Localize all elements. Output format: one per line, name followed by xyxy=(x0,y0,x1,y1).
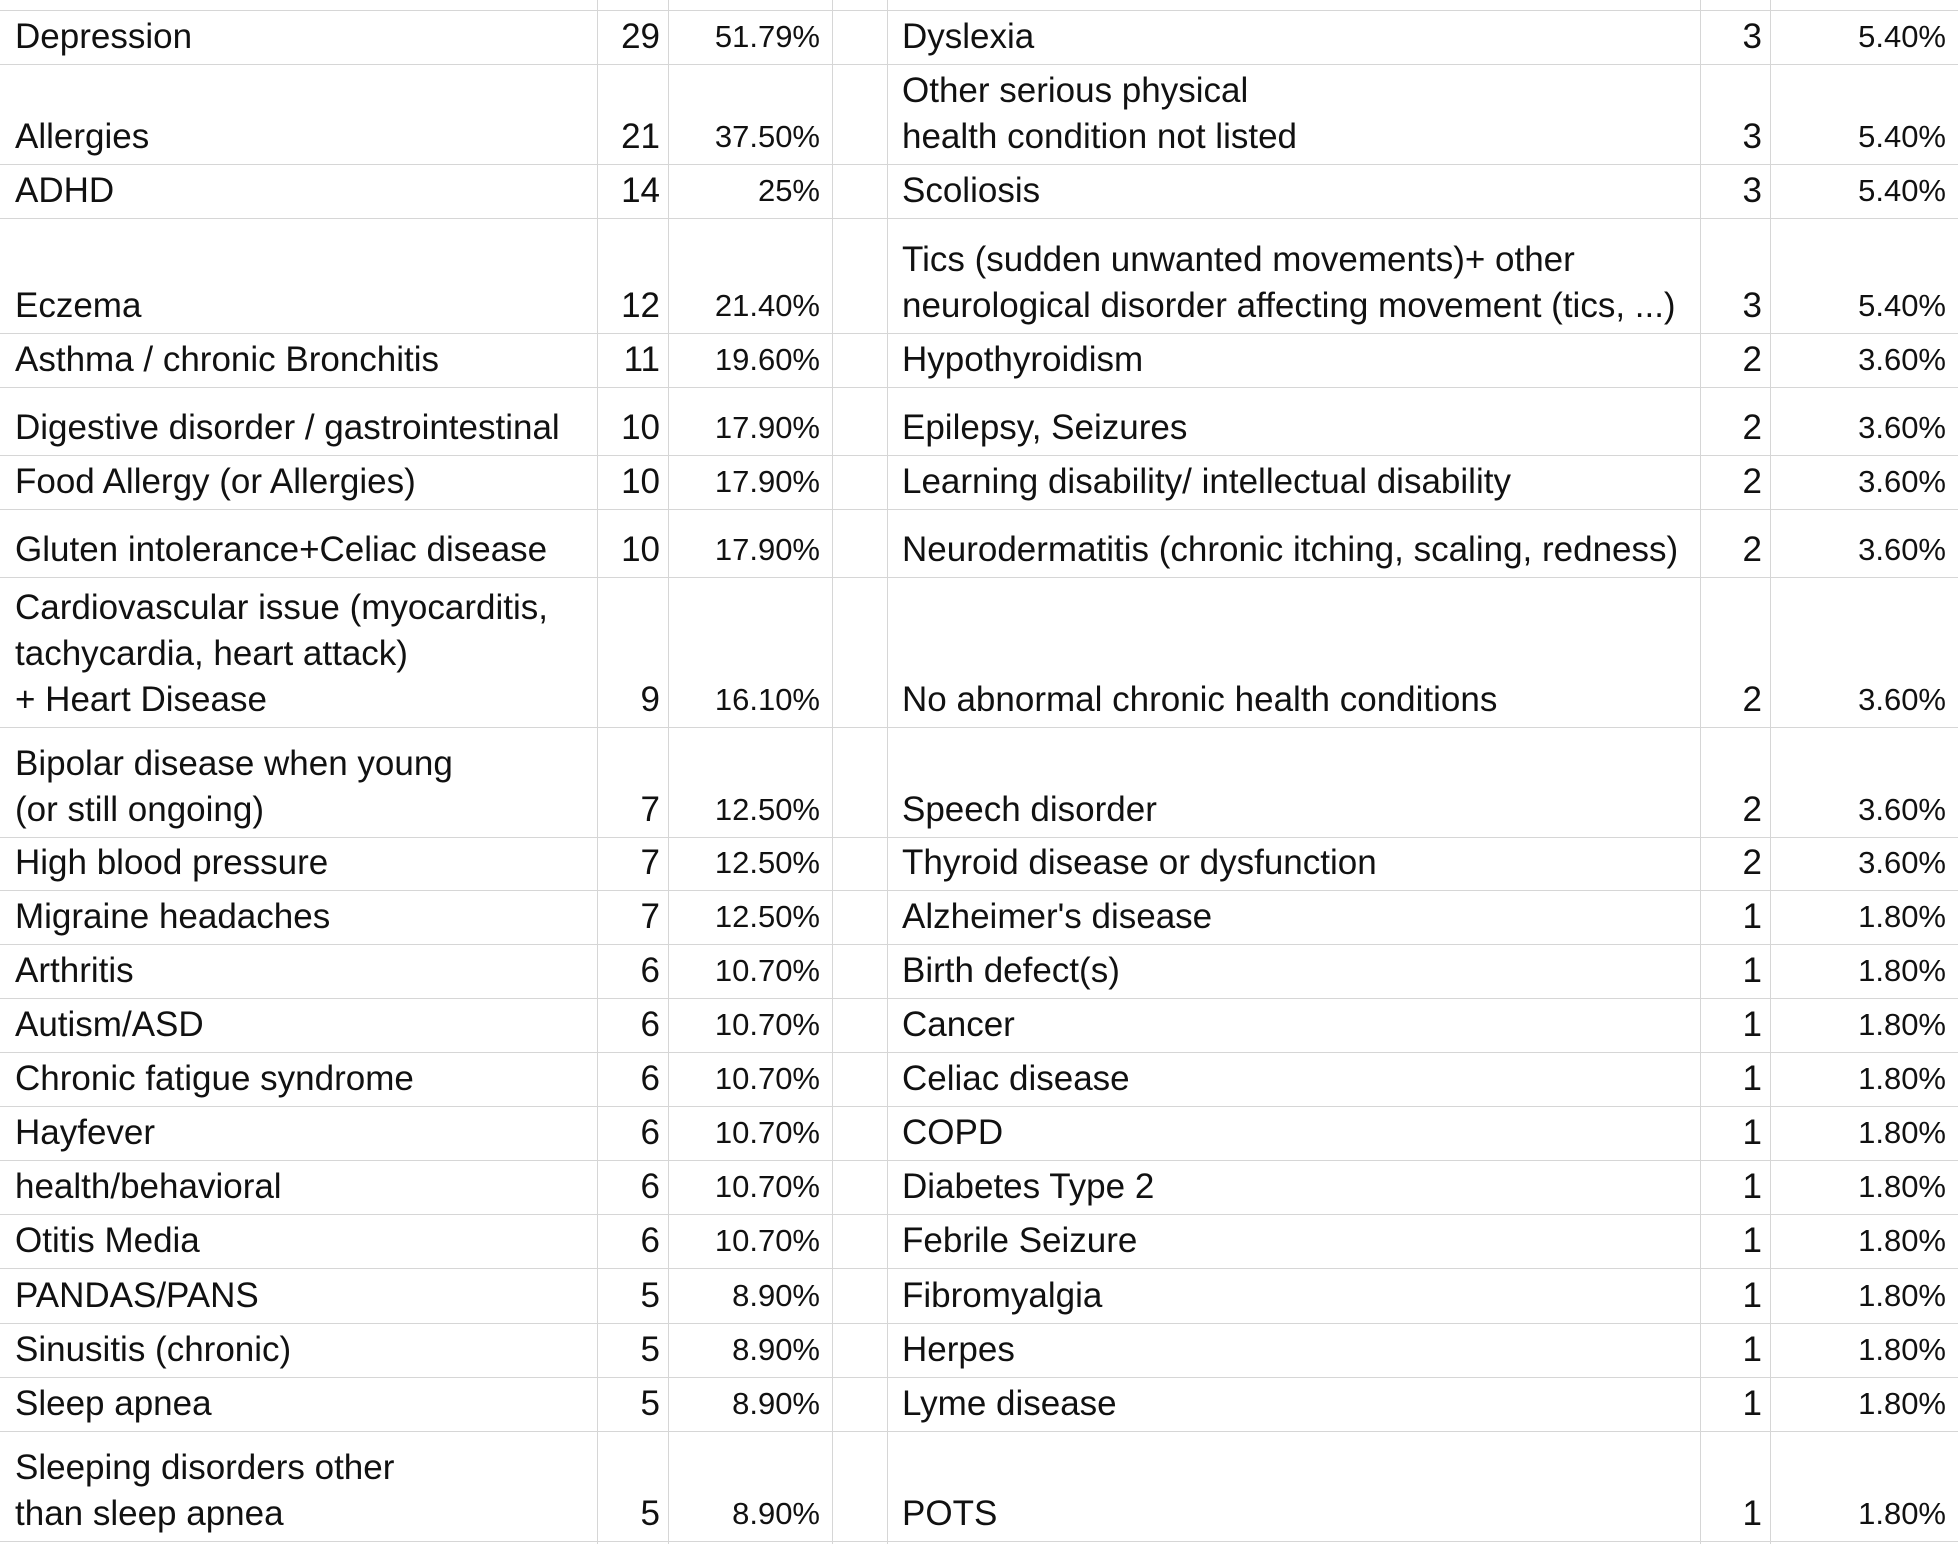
condition-cell[interactable]: ADHD xyxy=(15,171,115,210)
count-cell[interactable]: 10 xyxy=(621,462,660,501)
count-cell[interactable]: 10 xyxy=(621,530,660,569)
condition-cell[interactable]: Sleeping disorders other than sleep apnea xyxy=(15,1448,395,1533)
condition-cell[interactable]: PANDAS/PANS xyxy=(15,1276,259,1315)
count-cell[interactable]: 10 xyxy=(621,408,660,447)
condition-cell[interactable]: Digestive disorder / gastrointestinal xyxy=(15,408,560,447)
count-cell[interactable]: 5 xyxy=(640,1330,660,1369)
condition-cell[interactable]: High blood pressure xyxy=(15,843,329,882)
percent-cell[interactable]: 1.80% xyxy=(1858,1496,1946,1531)
count-cell[interactable]: 2 xyxy=(1742,790,1762,829)
condition-cell[interactable]: Fibromyalgia xyxy=(902,1276,1103,1315)
count-cell[interactable]: 3 xyxy=(1742,171,1762,210)
condition-cell[interactable]: Otitis Media xyxy=(15,1221,200,1260)
count-cell[interactable]: 1 xyxy=(1742,1330,1762,1369)
condition-cell[interactable]: COPD xyxy=(902,1113,1004,1152)
condition-cell[interactable]: Sinusitis (chronic) xyxy=(15,1330,292,1369)
percent-cell[interactable]: 1.80% xyxy=(1858,953,1946,988)
percent-cell[interactable]: 3.60% xyxy=(1858,342,1946,377)
count-cell[interactable]: 2 xyxy=(1742,680,1762,719)
percent-cell[interactable]: 37.50% xyxy=(714,119,820,154)
percent-cell[interactable]: 12.50% xyxy=(714,845,820,880)
percent-cell[interactable]: 5.40% xyxy=(1858,19,1946,54)
count-cell[interactable]: 2 xyxy=(1742,408,1762,447)
condition-cell[interactable]: Febrile Seizure xyxy=(902,1221,1138,1260)
percent-cell[interactable]: 8.90% xyxy=(732,1496,820,1531)
percent-cell[interactable]: 17.90% xyxy=(714,464,820,499)
percent-cell[interactable]: 1.80% xyxy=(1858,1061,1946,1096)
condition-cell[interactable]: Diabetes Type 2 xyxy=(902,1167,1155,1206)
percent-cell[interactable]: 17.90% xyxy=(714,410,820,445)
percent-cell[interactable]: 12.50% xyxy=(714,899,820,934)
count-cell[interactable]: 12 xyxy=(621,286,660,325)
percent-cell[interactable]: 21.40% xyxy=(714,288,820,323)
count-cell[interactable]: 1 xyxy=(1742,1167,1762,1206)
condition-cell[interactable]: Other serious physical health condition not listed xyxy=(902,71,1297,156)
percent-cell[interactable]: 10.70% xyxy=(714,1115,820,1150)
percent-cell[interactable]: 51.79% xyxy=(714,19,820,54)
percent-cell[interactable]: 1.80% xyxy=(1858,1169,1946,1204)
count-cell[interactable]: 2 xyxy=(1742,462,1762,501)
percent-cell[interactable]: 1.80% xyxy=(1858,1332,1946,1367)
count-cell[interactable]: 1 xyxy=(1742,897,1762,936)
count-cell[interactable]: 5 xyxy=(640,1276,660,1315)
percent-cell[interactable]: 19.60% xyxy=(714,342,820,377)
percent-cell[interactable]: 3.60% xyxy=(1858,845,1946,880)
condition-cell[interactable]: Chronic fatigue syndrome xyxy=(15,1059,414,1098)
count-cell[interactable]: 1 xyxy=(1742,1113,1762,1152)
condition-cell[interactable]: Sleep apnea xyxy=(15,1384,212,1423)
count-cell[interactable]: 11 xyxy=(623,340,660,379)
percent-cell[interactable]: 5.40% xyxy=(1858,288,1946,323)
condition-cell[interactable]: Hayfever xyxy=(15,1113,156,1152)
count-cell[interactable]: 1 xyxy=(1742,1276,1762,1315)
percent-cell[interactable]: 3.60% xyxy=(1858,464,1946,499)
condition-cell[interactable]: Depression xyxy=(15,17,193,56)
condition-cell[interactable]: Hypothyroidism xyxy=(902,340,1144,379)
percent-cell[interactable]: 10.70% xyxy=(714,1223,820,1258)
count-cell[interactable]: 2 xyxy=(1742,530,1762,569)
condition-cell[interactable]: Allergies xyxy=(15,117,150,156)
percent-cell[interactable]: 1.80% xyxy=(1858,1223,1946,1258)
condition-cell[interactable]: Birth defect(s) xyxy=(902,951,1120,990)
count-cell[interactable]: 7 xyxy=(640,897,660,936)
count-cell[interactable]: 3 xyxy=(1742,117,1762,156)
condition-cell[interactable]: POTS xyxy=(902,1494,998,1533)
percent-cell[interactable]: 1.80% xyxy=(1858,1386,1946,1421)
condition-cell[interactable]: Migraine headaches xyxy=(15,897,331,936)
condition-cell[interactable]: Food Allergy (or Allergies) xyxy=(15,462,416,501)
count-cell[interactable]: 2 xyxy=(1742,340,1762,379)
condition-cell[interactable]: Dyslexia xyxy=(902,17,1035,56)
percent-cell[interactable]: 10.70% xyxy=(714,953,820,988)
row-gridline xyxy=(0,1541,1958,1542)
count-cell[interactable]: 7 xyxy=(640,843,660,882)
condition-cell[interactable]: No abnormal chronic health conditions xyxy=(902,680,1498,719)
count-cell[interactable]: 7 xyxy=(640,790,660,829)
count-cell[interactable]: 5 xyxy=(640,1494,660,1533)
condition-cell[interactable]: health/behavioral xyxy=(15,1167,282,1206)
count-cell[interactable]: 3 xyxy=(1742,286,1762,325)
percent-cell[interactable]: 10.70% xyxy=(714,1007,820,1042)
percent-cell[interactable]: 3.60% xyxy=(1858,792,1946,827)
condition-cell[interactable]: Herpes xyxy=(902,1330,1015,1369)
percent-cell[interactable]: 8.90% xyxy=(732,1332,820,1367)
percent-cell[interactable]: 3.60% xyxy=(1858,410,1946,445)
percent-cell[interactable]: 16.10% xyxy=(714,682,820,717)
percent-cell[interactable]: 10.70% xyxy=(714,1061,820,1096)
count-cell[interactable]: 1 xyxy=(1742,1494,1762,1533)
condition-cell[interactable]: Scoliosis xyxy=(902,171,1041,210)
condition-cell[interactable]: Learning disability/ intellectual disability xyxy=(902,462,1511,501)
condition-cell[interactable]: Celiac disease xyxy=(902,1059,1130,1098)
count-cell[interactable]: 6 xyxy=(640,1059,660,1098)
count-cell[interactable]: 1 xyxy=(1742,1384,1762,1423)
condition-cell[interactable]: Alzheimer's disease xyxy=(902,897,1213,936)
condition-cell[interactable]: Neurodermatitis (chronic itching, scaling, redness) xyxy=(902,530,1679,569)
condition-cell[interactable]: Cancer xyxy=(902,1005,1015,1044)
percent-cell[interactable]: 3.60% xyxy=(1858,532,1946,567)
condition-cell[interactable]: Autism/ASD xyxy=(15,1005,204,1044)
condition-cell[interactable]: Gluten intolerance+Celiac disease xyxy=(15,530,548,569)
count-cell[interactable]: 29 xyxy=(621,17,660,56)
count-cell[interactable]: 6 xyxy=(640,1167,660,1206)
percent-cell[interactable]: 12.50% xyxy=(714,792,820,827)
condition-cell[interactable]: Asthma / chronic Bronchitis xyxy=(15,340,440,379)
count-cell[interactable]: 21 xyxy=(621,117,660,156)
percent-cell[interactable]: 5.40% xyxy=(1858,119,1946,154)
count-cell[interactable]: 1 xyxy=(1742,1005,1762,1044)
count-cell[interactable]: 1 xyxy=(1742,951,1762,990)
count-cell[interactable]: 6 xyxy=(640,1113,660,1152)
count-cell[interactable]: 3 xyxy=(1742,17,1762,56)
condition-cell[interactable]: Bipolar disease when young (or still ongoing) xyxy=(15,744,453,829)
column-gridline xyxy=(832,0,833,1544)
percent-cell[interactable]: 1.80% xyxy=(1858,1007,1946,1042)
percent-cell[interactable]: 1.80% xyxy=(1858,1115,1946,1150)
condition-cell[interactable]: Epilepsy, Seizures xyxy=(902,408,1188,447)
condition-cell[interactable]: Speech disorder xyxy=(902,790,1157,829)
condition-cell[interactable]: Tics (sudden unwanted movements)+ other neurological disorder affecting movement (tics, ...) xyxy=(902,240,1676,325)
count-cell[interactable]: 6 xyxy=(640,1221,660,1260)
percent-cell[interactable]: 8.90% xyxy=(732,1386,820,1421)
percent-cell[interactable]: 3.60% xyxy=(1858,682,1946,717)
count-cell[interactable]: 9 xyxy=(640,680,660,719)
percent-cell[interactable]: 10.70% xyxy=(714,1169,820,1204)
count-cell[interactable]: 6 xyxy=(640,951,660,990)
percent-cell[interactable]: 1.80% xyxy=(1858,1278,1946,1313)
percent-cell[interactable]: 17.90% xyxy=(714,532,820,567)
percent-cell[interactable]: 8.90% xyxy=(732,1278,820,1313)
percent-cell[interactable]: 25% xyxy=(757,173,820,208)
condition-cell[interactable]: Lyme disease xyxy=(902,1384,1117,1423)
count-cell[interactable]: 2 xyxy=(1742,843,1762,882)
count-cell[interactable]: 14 xyxy=(621,171,660,210)
count-cell[interactable]: 1 xyxy=(1742,1221,1762,1260)
count-cell[interactable]: 1 xyxy=(1742,1059,1762,1098)
condition-cell[interactable]: Thyroid disease or dysfunction xyxy=(902,843,1377,882)
percent-cell[interactable]: 5.40% xyxy=(1858,173,1946,208)
percent-cell[interactable]: 1.80% xyxy=(1858,899,1946,934)
condition-cell[interactable]: Arthritis xyxy=(15,951,134,990)
condition-cell[interactable]: Cardiovascular issue (myocarditis, tachycardia, heart attack) + Heart Disease xyxy=(15,588,548,719)
condition-cell[interactable]: Eczema xyxy=(15,286,142,325)
count-cell[interactable]: 5 xyxy=(640,1384,660,1423)
count-cell[interactable]: 6 xyxy=(640,1005,660,1044)
